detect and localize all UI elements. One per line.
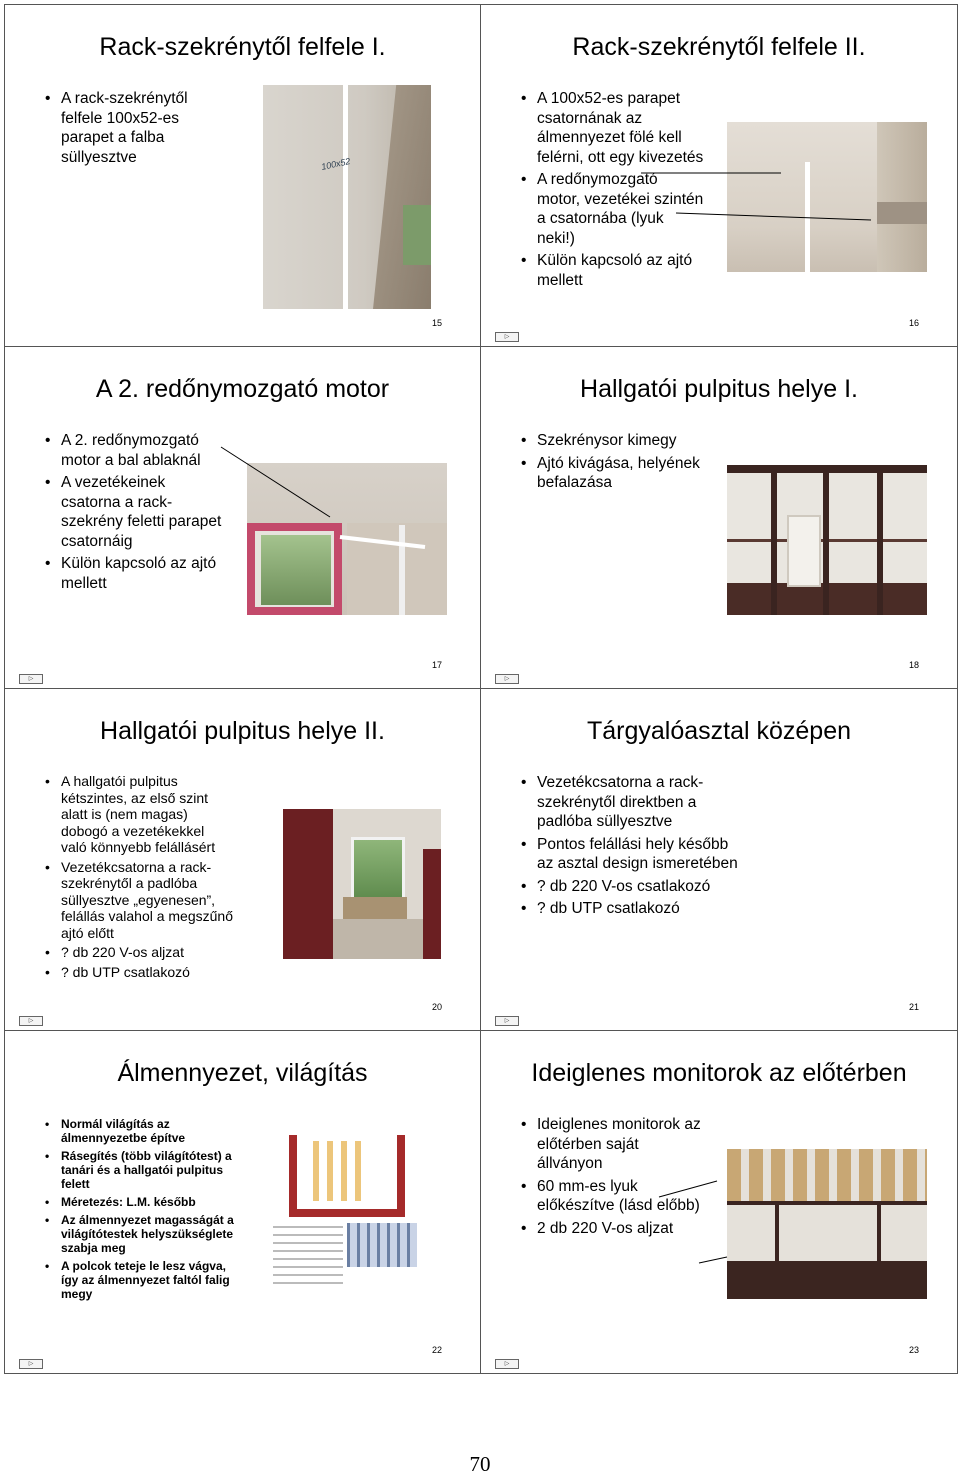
cabinet-wall-photo xyxy=(727,465,927,615)
cabinet-post xyxy=(877,465,883,615)
slide-title: Ideiglenes monitorok az előtérben xyxy=(531,1059,907,1087)
bullet-item: • Méretezés: L.M. később xyxy=(43,1195,243,1209)
slide-number: 20 xyxy=(431,1002,442,1012)
slide-title: Rack-szekrénytől felfele II. xyxy=(572,33,866,61)
slide-number: 15 xyxy=(431,318,442,328)
bullet-item: • A redőnymozgató motor, vezetékei szintén a csatornába (lyuk neki!) xyxy=(519,170,704,248)
handout-grid xyxy=(4,4,958,1374)
callout-arrows xyxy=(5,347,481,689)
slide-22 xyxy=(5,1031,481,1373)
wall-channel-photo xyxy=(263,85,431,309)
bullet-item: • A 100x52-es parapet csatornának az álmennyezet fölé kell felérni, ott egy kivezetés xyxy=(519,89,704,167)
slide-title: Rack-szekrénytől felfele I. xyxy=(99,33,386,61)
slide-number: 16 xyxy=(908,318,919,328)
cabinet xyxy=(423,849,441,959)
slide-title: Tárgyalóasztal középen xyxy=(586,717,852,745)
bullet-item: • Ajtó kivágása, helyének befalazása xyxy=(519,454,704,493)
window-jamb xyxy=(373,85,431,309)
bullet-item: • A hallgatói pulpitus kétszintes, az első szint alatt is (nem magas) dobogó a vezetékekkel való könnyebb felállásért xyxy=(43,773,233,856)
cabinet-post xyxy=(823,465,829,615)
nav-button[interactable]: ▷ xyxy=(495,674,519,684)
slide-15 xyxy=(5,5,481,347)
light-fixtures xyxy=(313,1141,363,1201)
slide-17 xyxy=(5,347,481,689)
bullet-item: • 2 db 220 V-os aljzat xyxy=(519,1219,704,1239)
bullet-item: • ? db 220 V-os aljzat xyxy=(43,944,233,961)
nav-button[interactable]: ▷ xyxy=(495,1359,519,1369)
window-glimpse xyxy=(403,205,431,265)
ceiling-grid-render xyxy=(347,1223,417,1267)
slide-number: 21 xyxy=(908,1002,919,1012)
parapet-channel xyxy=(343,85,348,309)
slide-20 xyxy=(5,689,481,1031)
nav-button[interactable]: ▷ xyxy=(495,1016,519,1026)
callout-arrows xyxy=(481,1031,957,1373)
bullet-item: • ? db UTP csatlakozó xyxy=(519,899,739,919)
slide-number: 22 xyxy=(431,1345,442,1355)
slide-23 xyxy=(481,1031,957,1373)
bullet-item: • Külön kapcsoló az ajtó mellett xyxy=(43,554,228,593)
slide-number: 23 xyxy=(908,1345,919,1355)
nav-button[interactable]: ▷ xyxy=(19,674,43,684)
nav-button[interactable]: ▷ xyxy=(495,332,519,342)
note-text-lines xyxy=(273,1226,343,1286)
bullet-item: • Ideiglenes monitorok az előtérben saját állványon xyxy=(519,1115,704,1174)
floor xyxy=(333,919,423,959)
bullet-list xyxy=(43,773,233,983)
bullet-list xyxy=(519,431,704,496)
slide-title: Hallgatói pulpitus helye I. xyxy=(580,375,858,403)
page-number: 70 xyxy=(469,1452,491,1476)
bullet-item: • A vezetékeinek csatorna a rack-szekrény feletti parapet csatornáig xyxy=(43,473,228,551)
room-window-photo xyxy=(283,809,441,959)
callout-arrows xyxy=(481,5,957,347)
bullet-item: • A polcok teteje le lesz vágva, így az álmennyezet faltól falig megy xyxy=(43,1259,243,1301)
bullet-item: • Rásegítés (több világítótest) a tanári és a hallgatói pulpitus felett xyxy=(43,1149,243,1191)
bullet-item: • A rack-szekrénytől felfele 100x52-es parapet a falba süllyesztve xyxy=(43,89,218,167)
nav-button[interactable]: ▷ xyxy=(19,1016,43,1026)
window-sill xyxy=(343,897,407,919)
bullet-item: • Vezetékcsatorna a rack-szekrénytől direktben a padlóba süllyesztve xyxy=(519,773,739,832)
door xyxy=(787,515,821,587)
slide-title: Álmennyezet, világítás xyxy=(117,1059,368,1087)
shelf-unit xyxy=(283,809,333,959)
bullet-list xyxy=(43,89,218,170)
slide-number: 17 xyxy=(431,660,442,670)
bullet-list xyxy=(43,1117,243,1305)
bullet-item: • 60 mm-es lyuk előkészítve (lásd előbb) xyxy=(519,1177,704,1216)
bullet-item: • Pontos felállási hely később az asztal design ismeretében xyxy=(519,835,739,874)
slide-title: A 2. redőnymozgató motor xyxy=(95,375,390,403)
bullet-item: • ? db UTP csatlakozó xyxy=(43,964,233,981)
wall-marking: 100x52 xyxy=(320,156,352,172)
bullet-list xyxy=(519,773,739,922)
bullet-item: • Vezetékcsatorna a rack-szekrénytől a padlóba süllyesztve „egyenesen”, felállás valahol a megszűnő ajtó előtt xyxy=(43,859,233,942)
ceiling-plan-drawing xyxy=(273,1111,423,1291)
window xyxy=(351,837,405,903)
slide-18 xyxy=(481,347,957,689)
bullet-item: • A 2. redőnymozgató motor a bal ablaknál xyxy=(43,431,228,470)
nav-button[interactable]: ▷ xyxy=(19,1359,43,1369)
cabinet-post xyxy=(771,465,777,615)
bullet-item: • ? db 220 V-os csatlakozó xyxy=(519,877,739,897)
slide-title: Hallgatói pulpitus helye II. xyxy=(100,717,385,745)
slide-16 xyxy=(481,5,957,347)
bullet-item: • Szekrénysor kimegy xyxy=(519,431,704,451)
bullet-item: • Az álmennyezet magasságát a világítótestek helyszükséglete szabja meg xyxy=(43,1213,243,1255)
bullet-item: • Külön kapcsoló az ajtó mellett xyxy=(519,251,704,290)
slide-21 xyxy=(481,689,957,1031)
slide-number: 18 xyxy=(908,660,919,670)
bullet-item: • Normál világítás az álmennyezetbe építve xyxy=(43,1117,243,1145)
